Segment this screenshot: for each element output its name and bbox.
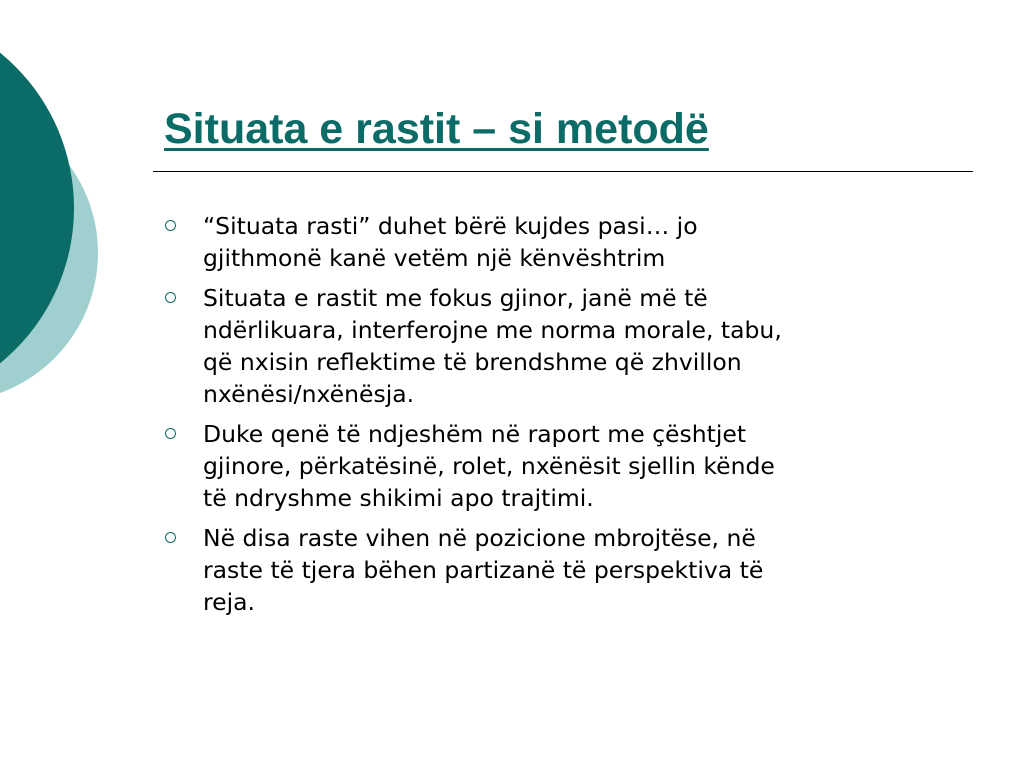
bullet-line: Në disa raste vihen në pozicione mbrojtëse, në bbox=[203, 524, 756, 552]
bullet-line: të ndryshme shikimi apo trajtimi. bbox=[203, 484, 594, 512]
bullet-item bbox=[165, 418, 965, 514]
bullet-line: nxënësi/nxënësja. bbox=[203, 380, 415, 408]
hollow-circle-bullet-icon bbox=[165, 220, 176, 231]
bullet-line: ndërlikuara, interferojne me norma morale, tabu, bbox=[203, 316, 782, 344]
slide-title: Situata e rastit – si metodë bbox=[164, 105, 709, 153]
bullet-item bbox=[165, 522, 965, 618]
bullet-line: Situata e rastit me fokus gjinor, janë më të bbox=[203, 284, 708, 312]
bullet-line: gjithmonë kanë vetëm një kënvështrim bbox=[203, 244, 666, 272]
title-divider bbox=[153, 171, 973, 172]
bullet-line: reja. bbox=[203, 588, 256, 616]
bullet-item bbox=[165, 210, 965, 274]
bullet-list bbox=[165, 210, 965, 626]
bullet-line: që nxisin reflektime të brendshme që zhvillon bbox=[203, 348, 742, 376]
bullet-line: gjinore, përkatësinë, rolet, nxënësit sjellin kënde bbox=[203, 452, 775, 480]
hollow-circle-bullet-icon bbox=[165, 532, 176, 543]
bullet-line: raste të tjera bëhen partizanë të perspektiva të bbox=[203, 556, 764, 584]
bullet-line: Duke qenë të ndjeshëm në raport me çështjet bbox=[203, 420, 747, 448]
bullet-item bbox=[165, 282, 965, 410]
hollow-circle-bullet-icon bbox=[165, 292, 176, 303]
hollow-circle-bullet-icon bbox=[165, 428, 176, 439]
bullet-line: “Situata rasti” duhet bërë kujdes pasi… jo bbox=[203, 212, 698, 240]
